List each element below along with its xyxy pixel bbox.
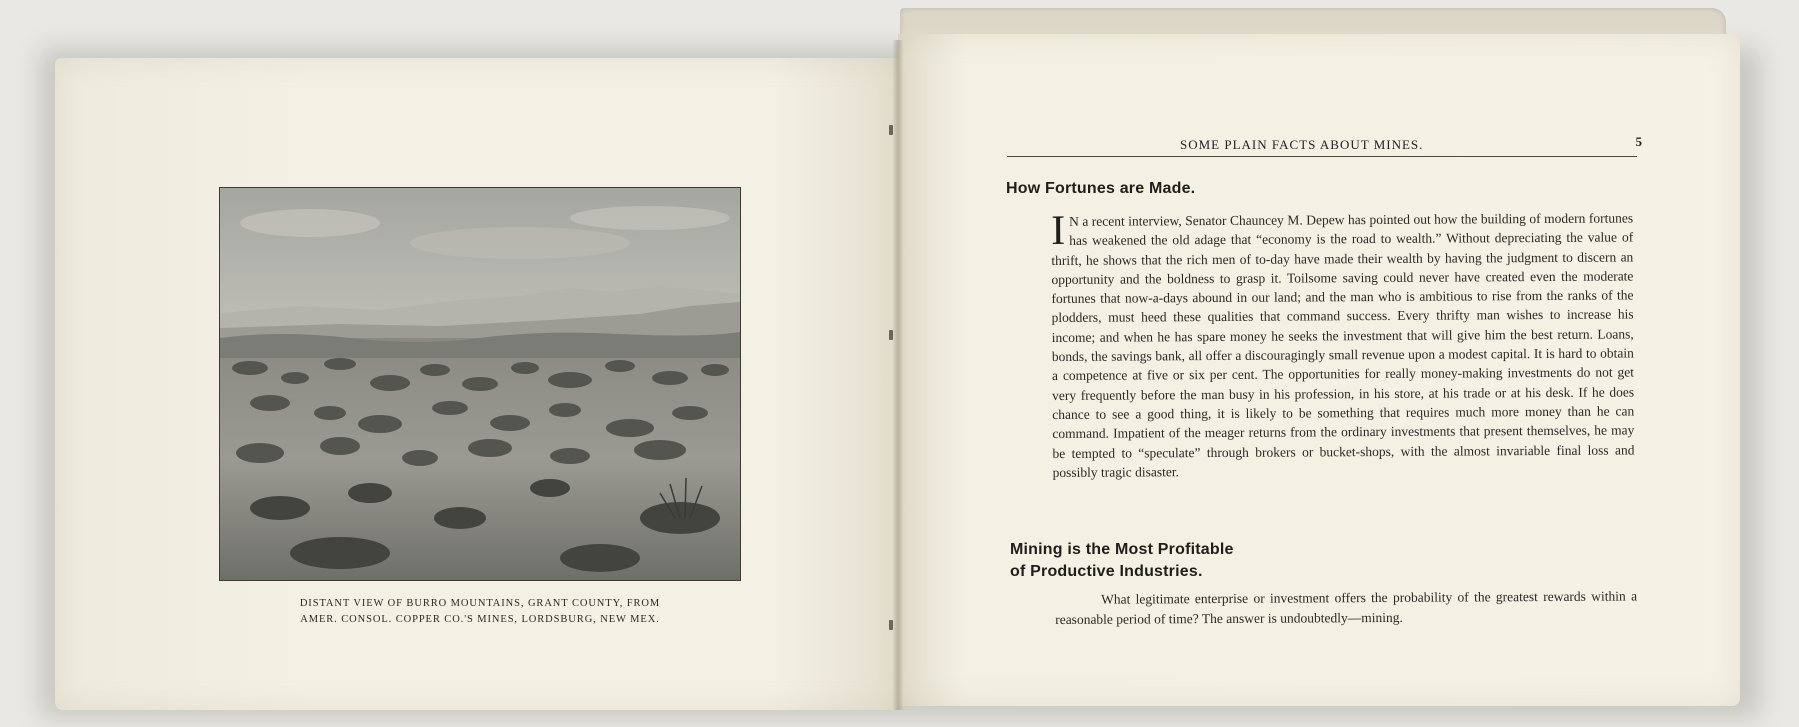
- running-title: SOME PLAIN FACTS ABOUT MINES.: [1180, 137, 1424, 152]
- landscape-photo: [219, 187, 741, 581]
- binding-staple: [889, 125, 893, 135]
- book-gutter: [893, 40, 903, 710]
- paragraph-mining: What legitimate enterprise or investment offers the probability of the greatest rewards within a reasonable period of time? The answer is undoubtedly—mining.: [1055, 588, 1638, 627]
- paragraph-fortunes: [1051, 208, 1635, 482]
- photo-caption: [220, 596, 740, 628]
- landscape-illustration: [220, 188, 740, 580]
- heading-mining-line-1: Mining is the Most Profitable: [1010, 541, 1234, 558]
- heading-mining-line-2: of Productive Industries.: [1010, 563, 1203, 580]
- drop-cap: I: [1050, 207, 1066, 254]
- binding-staple: [889, 330, 893, 340]
- paragraph-fortunes-text: N a recent interview, Senator Chauncey M. Depew has pointed out how the building of modern fortunes has weakened the old adage that “economy is the road to wealth.” Without depreciating the value of thrift, he shows that the rich men of to-day have made their wealth by having the judgment to discern an opportunity and the boldness to grasp it. Toilsome saving could never have created even the moderate fortunes that now-a-days abound in our land; and the man who is ambitious to rise from the ranks of the plodders, must heed these qualities that command success. Every thrifty man wishes to increase his income; and when he has spare money he seeks the investment that will give him the best return. Loans, bonds, the savings bank, all offer a discouragingly small revenue upon a modest capital. It is hard to obtain a competence at five or six per cent. The opportunities for really money-making investments do not get very frequently before the man busy in his profession, in his store, at his trade or at his desk. If he does chance to see a good thing, it is likely to be something that requires much more money than he can command. Impatient of the meager returns from the ordinary investments that present themselves, he may be tempted to “speculate” through brokers or bucket-shops, with the almost invariable final loss and possibly tragic disaster.: [1051, 210, 1635, 480]
- section-heading-fortunes: How Fortunes are Made.: [1006, 180, 1196, 197]
- caption-line-1: DISTANT VIEW OF BURRO MOUNTAINS, GRANT COUNTY, FROM: [299, 598, 661, 609]
- caption-line-2: AMER. CONSOL. COPPER CO.'S MINES, LORDSBURG, NEW MEX.: [300, 614, 660, 625]
- running-head: [1007, 134, 1642, 157]
- page-number: 5: [1635, 134, 1642, 149]
- binding-staple: [889, 620, 893, 630]
- section-heading-mining: [1010, 539, 1234, 583]
